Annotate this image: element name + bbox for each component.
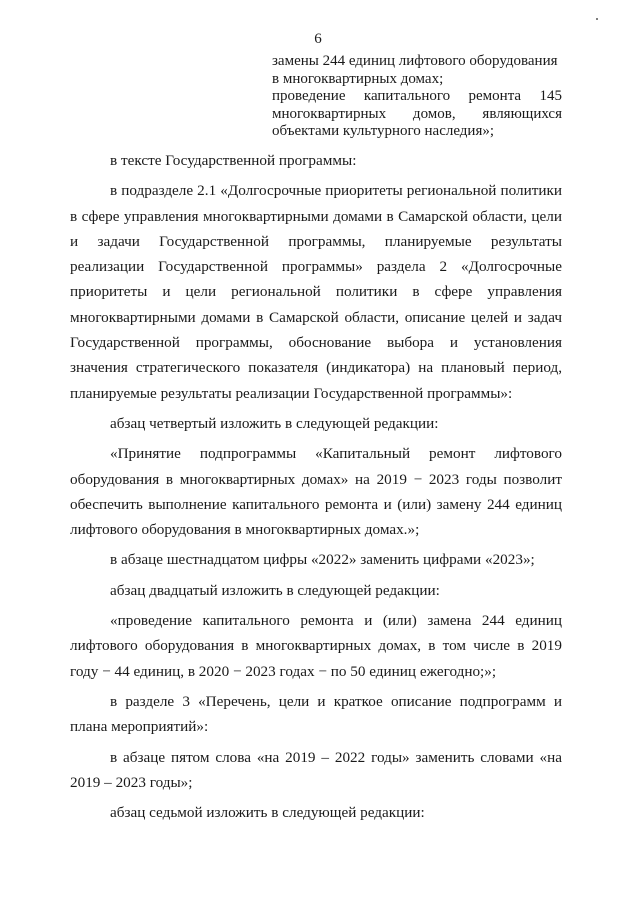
paragraph: в разделе 3 «Перечень, цели и краткое описание подпрограмм и плана мероприятий»:	[70, 692, 562, 736]
list-line: многоквартирных домов, являющихся	[272, 105, 562, 122]
paragraph: в абзаце пятом слова «на 2019 – 2022 годы» заменить словами «на 2019 – 2023 годы»;	[70, 748, 562, 791]
paragraph: «Принятие подпрограммы «Капитальный ремонт лифтового оборудования в многоквартирных домах» на 2019 − 2023 годы позволит обеспечить выполнение капитального ремонта и (или) замену 244 единиц лифтового оборудования в многоквартирных домах.»;	[70, 445, 562, 539]
paragraph: в абзаце шестнадцатом цифры «2022» заменить цифрами «2023»;	[110, 551, 535, 569]
document-body	[70, 148, 562, 830]
paragraph: абзац седьмой изложить в следующей редакции:	[110, 804, 425, 822]
continued-list-block	[272, 53, 562, 141]
list-line: объектами культурного наследия»;	[272, 123, 495, 139]
paragraph: «проведение капитального ремонта и (или) замена 244 единиц лифтового оборудования в многоквартирных домах, в том числе в 2019 году − 44 единиц, в 2020 − 2023 годах − по 50 единиц ежегодно;»;	[70, 612, 562, 680]
list-line: в многоквартирных домах;	[272, 70, 444, 87]
paragraph: абзац двадцатый изложить в следующей редакции:	[110, 581, 440, 599]
paragraph: в тексте Государственной программы:	[110, 152, 357, 169]
scan-speck	[596, 18, 598, 20]
paragraph: в подразделе 2.1 «Долгосрочные приоритеты региональной политики в сфере управления многоквартирными домами в Самарской области, цели и задачи Государственной программы, планируемые результаты реализации Государственной программы» раздела 2 «Долгосрочные приоритеты и цели региональной политики в сфере управления многоквартирными домами в Самарской области, описание целей и задач Государственной программы, обоснование выбора и установления значения стратегического показателя (индикатора) на плановый период, планируемые результаты реализации Государственной программы»:	[70, 182, 562, 402]
list-line: проведение капитального ремонта 145	[272, 88, 562, 104]
paragraph: абзац четвертый изложить в следующей редакции:	[110, 414, 439, 432]
page-number: 6	[314, 31, 322, 47]
list-line: замены 244 единиц лифтового оборудования	[272, 53, 558, 69]
